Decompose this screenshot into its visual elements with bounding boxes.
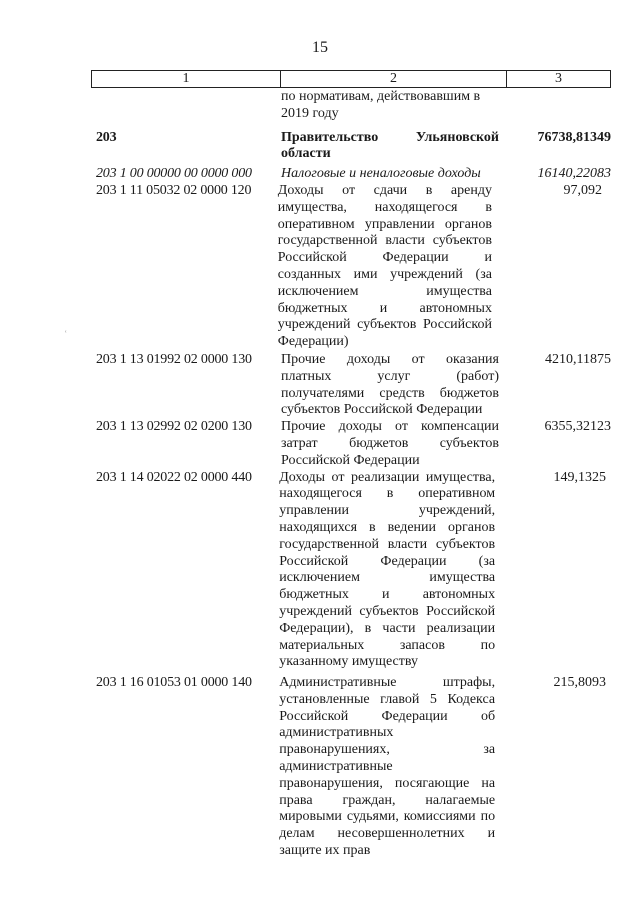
- row-name: Прочие доходы от оказания платных услуг (работ) получателями средств бюджетов субъектов Российской Федерации: [281, 351, 499, 418]
- table-row: [96, 166, 616, 183]
- row-code: 203 1 11 05032 02 0000 120: [96, 182, 252, 198]
- row-amount: 16140,22083: [537, 166, 611, 182]
- row-amount: 76738,81349: [537, 129, 611, 145]
- row-name: Правительство Ульяновской области: [281, 129, 499, 162]
- table-row: [96, 675, 616, 860]
- row-code: [96, 89, 281, 123]
- row-name: Налоговые и неналоговые доходы: [281, 166, 481, 182]
- table-row: [96, 130, 616, 164]
- row-code: 203 1 00 00000 00 0000 000: [96, 166, 252, 182]
- table-row: [96, 352, 616, 419]
- row-amount: [499, 89, 613, 123]
- row-name: Доходы от реализации имущества, находящегося в оперативном управлении учреждений, находящихся в ведении органов государственной власти субъектов Российской Федерации (за исключением имущества бюджетных и автономных учреждений субъектов Российской Федерации), в части реализации материальных запасов по указанному имуществу: [279, 469, 496, 670]
- row-name: по нормативам, действовавшим в 2019 году: [281, 89, 481, 121]
- header-col-1: 1: [92, 71, 281, 87]
- row-amount: 4210,11875: [545, 351, 611, 367]
- page-number: 15: [312, 39, 328, 56]
- row-name: Прочие доходы от компенсации затрат бюджетов субъектов Российской Федерации: [281, 419, 499, 468]
- table-body: [96, 89, 616, 860]
- row-code: 203 1 14 02022 02 0000 440: [96, 469, 252, 485]
- table-row: [96, 419, 616, 469]
- table-row: [96, 89, 616, 123]
- row-amount: 97,092: [563, 182, 602, 198]
- header-col-3: 3: [555, 71, 562, 86]
- row-code: 203 1 13 01992 02 0000 130: [96, 351, 252, 367]
- table-row: [96, 183, 616, 351]
- row-name: Административные штрафы, установленные главой 5 Кодекса Российской Федерации об административных правонарушениях, за административные правонарушения, посягающие на права граждан, налагаемые мировыми судьями, комиссиями по делам несовершеннолетних и защите их прав: [279, 675, 496, 859]
- row-amount: 149,1325: [553, 469, 606, 485]
- row-code: 203 1 13 02992 02 0200 130: [96, 419, 252, 435]
- row-name: Доходы от сдачи в аренду имущества, находящегося в оперативном управлении органов государственной власти субъектов Российской Федерации и созданных ими учреждений (за исключением имущества бюджетных и автономных учреждений субъектов Российской Федерации): [277, 182, 492, 350]
- scan-speck: ʿ: [64, 330, 68, 341]
- row-amount: 6355,32123: [544, 419, 611, 435]
- row-code: 203: [96, 129, 117, 145]
- header-col-2: 2: [281, 71, 507, 87]
- row-code: 203 1 16 01053 01 0000 140: [96, 675, 252, 691]
- row-amount: 215,8093: [553, 675, 606, 691]
- table-header: [91, 70, 611, 88]
- table-row: [96, 470, 616, 672]
